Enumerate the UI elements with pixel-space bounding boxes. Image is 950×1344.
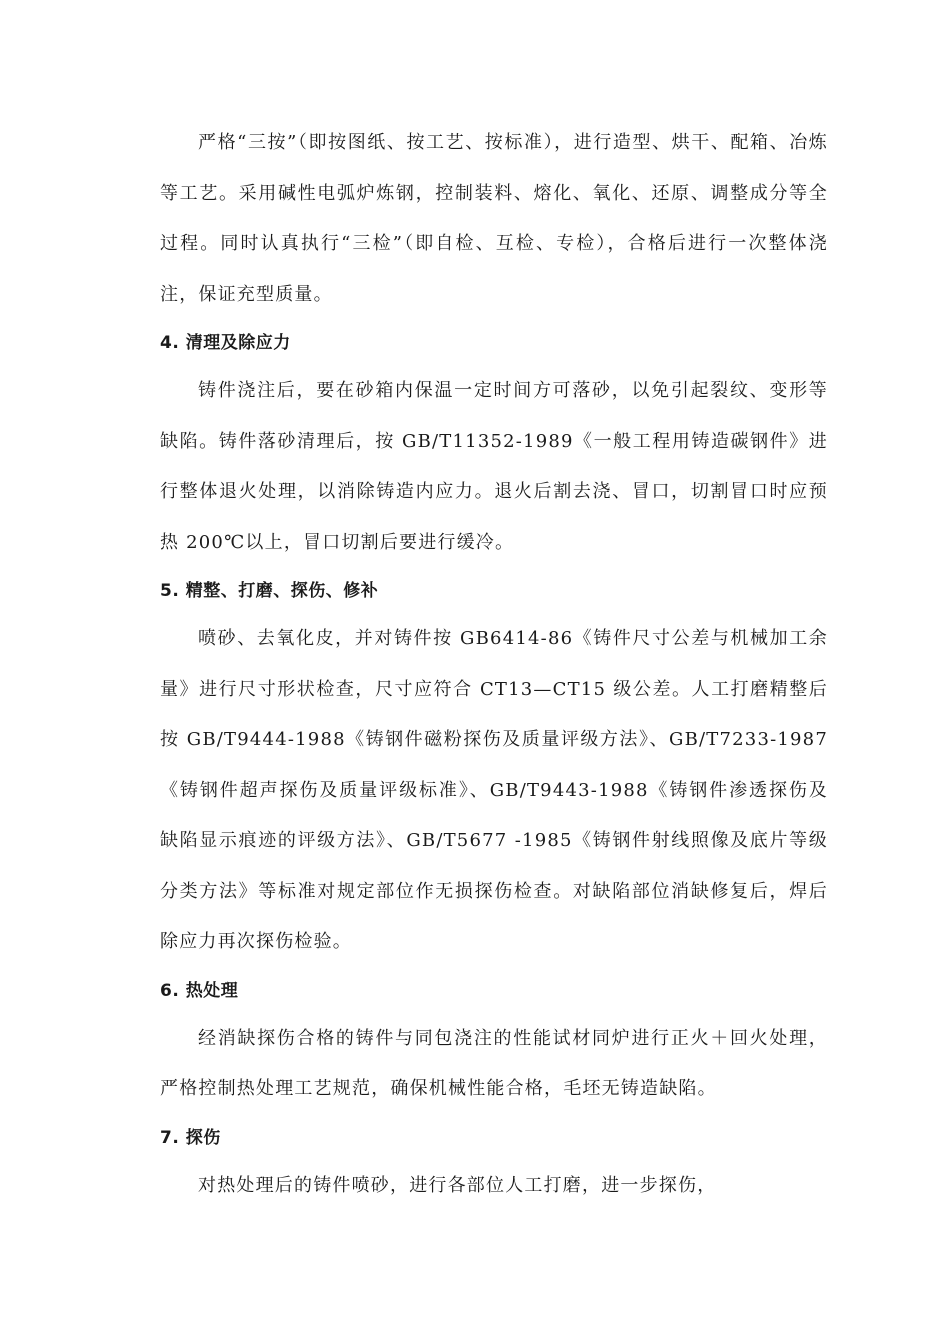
- paragraph-heat-treatment: 经消缺探伤合格的铸件与同包浇注的性能试材同炉进行正火＋回火处理，严格控制热处理工艺规范，确保机械性能合格，毛坯无铸造缺陷。: [160, 1027, 828, 1099]
- paragraph-finishing: 喷砂、去氧化皮，并对铸件按 GB6414-86《铸件尺寸公差与机械加工余量》进行尺寸形状检查，尺寸应符合 CT13—CT15 级公差。人工打磨精整后按 GB/T9444-1988《铸钢件磁粉探伤及质量评级方法》、GB/T7233-1987《铸钢件超声探伤及质量评级标准》、GB/T9443-1988《铸钢件渗透探伤及缺陷显示痕迹的评级方法》、GB/T5677 -1985《铸钢件射线照像及底片等级分类方法》等标准对规定部位作无损探伤检查。对缺陷部位消缺修复后，焊后除应力再次探伤检验。: [160, 628, 828, 952]
- section-heading-cleaning: 4. 清理及除应力: [160, 333, 291, 353]
- section-heading-heat-treatment: 6. 热处理: [160, 980, 239, 1001]
- paragraph-casting-process: 严格“三按”（即按图纸、按工艺、按标准），进行造型、烘干、配箱、冶炼等工艺。采用碱性电弧炉炼钢，控制装料、熔化、氧化、还原、调整成分等全过程。同时认真执行“三检”（即自检、互检、专检），合格后进行一次整体浇注，保证充型质量。: [160, 132, 828, 305]
- paragraph-cleaning: 铸件浇注后，要在砂箱内保温一定时间方可落砂，以免引起裂纹、变形等缺陷。铸件落砂清理后，按 GB/T11352-1989《一般工程用铸造碳钢件》进行整体退火处理，以消除铸造内应力。退火后割去浇、冒口，切割冒口时应预热 200℃以上，冒口切割后要进行缓冷。: [160, 380, 828, 553]
- document-body: [160, 118, 828, 1211]
- paragraph-inspection: 对热处理后的铸件喷砂，进行各部位人工打磨，进一步探伤，: [198, 1174, 717, 1196]
- section-heading-inspection: 7. 探伤: [160, 1127, 221, 1148]
- section-heading-finishing: 5. 精整、打磨、探伤、修补: [160, 581, 379, 601]
